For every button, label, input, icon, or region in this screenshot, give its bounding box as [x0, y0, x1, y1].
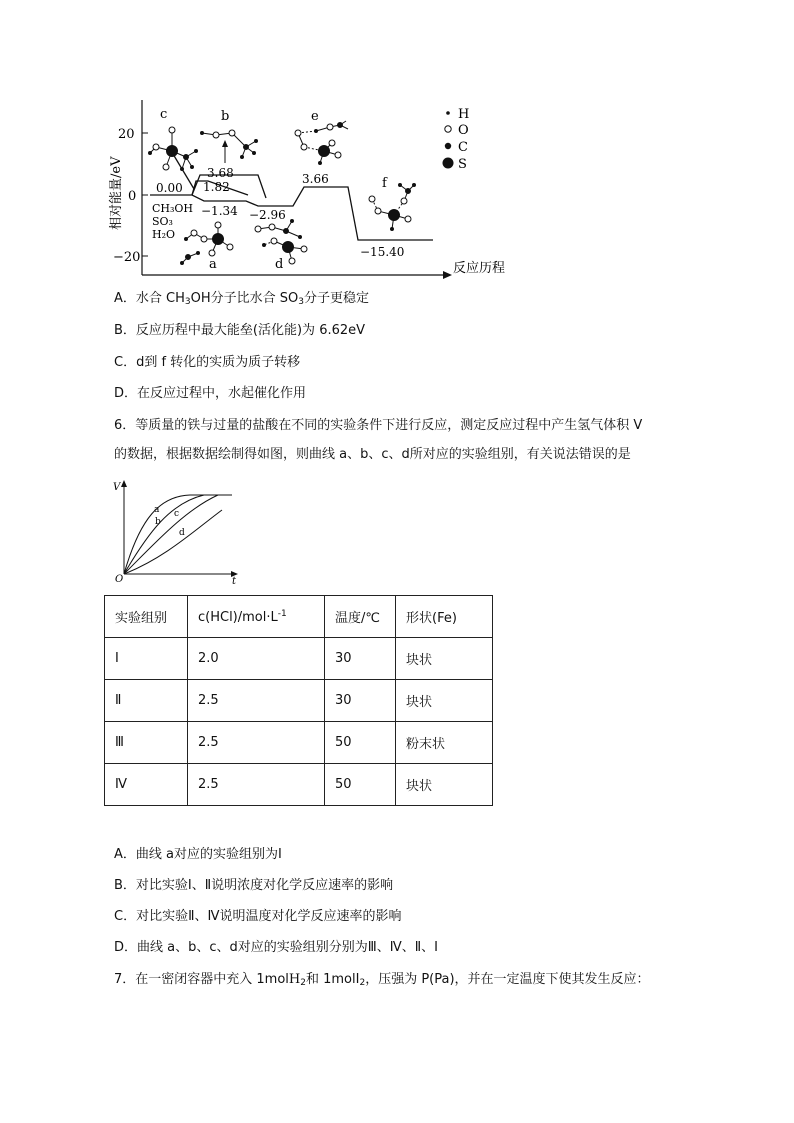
table-header-cell: 形状(Fe)	[396, 596, 493, 638]
curve-label: b	[155, 517, 161, 527]
table-cell: Ⅳ	[105, 764, 188, 806]
experiment-table	[104, 595, 493, 806]
table-cell: Ⅰ	[105, 638, 188, 680]
energy-value-label: 1.82	[203, 180, 230, 194]
table-header-cell: 实验组别	[105, 596, 188, 638]
molecule-a-illustration	[181, 222, 234, 265]
energy-value-label: 0.00	[156, 181, 183, 195]
q5-option-a: A．水合 $CH_3OH$分子比水合 $SO_3$分子更稳定	[114, 291, 370, 307]
y-axis-label: 相对能量/eV	[109, 156, 124, 230]
molecule-b-illustration	[201, 130, 258, 159]
curve-b	[124, 495, 232, 574]
species-label: f	[382, 176, 387, 191]
table-cell: 2.5	[188, 680, 325, 722]
reactant-label: CH₃OH	[152, 202, 194, 215]
species-label: d	[275, 257, 284, 272]
legend-label: O	[458, 123, 469, 138]
legend-label: S	[458, 157, 467, 172]
species-label: b	[221, 109, 230, 124]
graph-origin-label: O	[115, 574, 124, 585]
table-row	[105, 764, 493, 806]
table-header-cell: $c(HCl)/mol\cdot L^{-1}$	[188, 596, 325, 638]
q7-stem: 7．在一密闭容器中充入 1molH$_2$和 1molI$_2$，压强为 P(Pa)，并在一定温度下使其发生反应：	[114, 972, 650, 988]
table-cell: 2.5	[188, 722, 325, 764]
q5-option-c: C．d到 f 转化的实质为质子转移	[114, 355, 301, 370]
graph-x-axis-label: t	[232, 576, 237, 586]
molecule-f-illustration	[369, 184, 416, 231]
table-row	[105, 680, 493, 722]
q5-option-d: D．在反应过程中，水起催化作用	[114, 386, 307, 401]
energy-profile-figure	[108, 95, 528, 285]
curve-label: c	[174, 509, 180, 519]
energy-path	[150, 149, 433, 240]
table-cell: Ⅱ	[105, 680, 188, 722]
q6-stem-line2: 的数据，根据数据绘制得如图，则曲线 a、b、c、d所对应的实验组别，有关说法错误的是	[114, 447, 631, 462]
energy-value-label: −15.40	[360, 245, 405, 259]
q6-option-c: C．对比实验Ⅱ、Ⅳ说明温度对化学反应速率的影响	[114, 909, 402, 924]
curve-d	[124, 510, 222, 574]
energy-value-label: 3.66	[302, 172, 329, 186]
atom-legend	[443, 107, 470, 172]
legend-label: C	[458, 140, 468, 155]
graph-y-axis-label: V	[113, 482, 121, 493]
y-tick: 0	[128, 189, 137, 204]
table-row	[105, 638, 493, 680]
molecule-c-illustration	[149, 127, 198, 171]
table-cell: 30	[325, 680, 396, 722]
energy-value-label: 3.68	[207, 166, 234, 180]
x-axis-label: 反应历程	[453, 261, 506, 276]
species-label: c	[160, 107, 168, 122]
molecule-e-illustration	[295, 121, 348, 165]
y-tick: 20	[118, 127, 135, 142]
table-cell: 块状	[396, 764, 493, 806]
species-label: a	[209, 257, 217, 272]
curve-label: a	[154, 505, 160, 515]
table-row	[105, 722, 493, 764]
table-cell: 50	[325, 722, 396, 764]
y-tick: −20	[113, 250, 141, 265]
curve-label: d	[179, 528, 185, 538]
table-header-cell: 温度/℃	[325, 596, 396, 638]
species-label: e	[311, 109, 319, 124]
volume-time-graph	[110, 478, 245, 586]
q6-option-b: B．对比实验Ⅰ、Ⅱ说明浓度对化学反应速率的影响	[114, 878, 394, 893]
table-cell: 2.0	[188, 638, 325, 680]
table-cell: 2.5	[188, 764, 325, 806]
reactant-label: SO₃	[152, 215, 173, 228]
x-axis-arrow	[443, 271, 452, 279]
table-cell: 块状	[396, 680, 493, 722]
reactant-label: H₂O	[152, 228, 176, 241]
table-header-row	[105, 596, 493, 638]
table-cell: 块状	[396, 638, 493, 680]
energy-value-label: −2.96	[249, 208, 286, 222]
q6-option-a: A．曲线 a对应的实验组别为Ⅰ	[114, 847, 282, 862]
table-cell: 30	[325, 638, 396, 680]
table-cell: 50	[325, 764, 396, 806]
legend-label: H	[458, 107, 470, 122]
q6-stem-line1: 6．等质量的铁与过量的盐酸在不同的实验条件下进行反应，测定反应过程中产生氢气体积 V	[114, 418, 643, 433]
energy-value-label: −1.34	[201, 204, 238, 218]
table-cell: 粉末状	[396, 722, 493, 764]
q6-option-d: D．曲线 a、b、c、d对应的实验组别分别为Ⅲ、Ⅳ、Ⅱ、Ⅰ	[114, 940, 438, 955]
q5-option-b: B．反应历程中最大能垒(活化能)为 6.62eV	[114, 323, 366, 338]
table-cell: Ⅲ	[105, 722, 188, 764]
